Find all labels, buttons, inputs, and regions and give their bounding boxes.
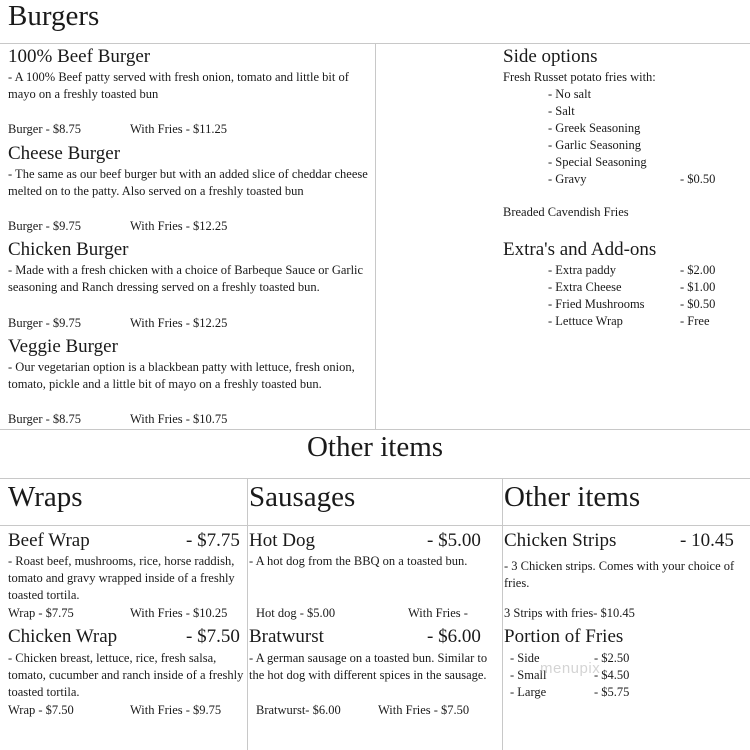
fries-size-price: - $2.50 [594,651,630,665]
extra-item-price: - $2.00 [680,263,716,277]
hot-dog-desc: - A hot dog from the BBQ on a toasted bun. [249,554,468,568]
chicken-wrap-desc: - Chicken breast, lettuce, rice, fresh salsa, tomato, cucumber and ranch inside of a freshly toasted tortila. [8,651,244,699]
divider [0,429,750,430]
sausages-title: Sausages [249,481,356,513]
watermark: menupix [540,660,601,677]
wraps-title: Wraps [8,481,83,513]
beef-wrap-price: - $7.75 [186,530,240,551]
chicken-burger-name: Chicken Burger [8,239,129,260]
chicken-wrap-price: - $7.50 [186,626,240,647]
extra-item-price: - Free [680,314,710,328]
divider [247,478,248,750]
beef-wrap-fries: With Fries - $10.25 [130,606,228,620]
beef-wrap-name: Beef Wrap [8,530,90,551]
fries-size-price: - $5.75 [594,685,630,699]
chicken-wrap-name: Chicken Wrap [8,626,118,647]
fries-size: - Small [510,668,547,682]
bratwurst-fries: With Fries - $7.50 [378,703,470,717]
side-option-price: - $0.50 [680,172,716,186]
hot-dog-base: Hot dog - $5.00 [256,606,336,620]
beef-wrap-base: Wrap - $7.75 [8,606,74,620]
extra-item: - Lettuce Wrap [548,314,623,328]
breaded-fries: Breaded Cavendish Fries [503,205,629,219]
chicken-wrap-base: Wrap - $7.50 [8,703,74,717]
chicken-burger-price: Burger - $9.75 [8,316,82,330]
cheese-burger-price: Burger - $9.75 [8,219,82,233]
side-option: - Salt [548,104,575,118]
cheese-burger-desc: - The same as our beef burger but with an added slice of cheddar cheese melted on to the patty. Also served on a freshly toasted bun [8,167,368,198]
hot-dog-name: Hot Dog [249,530,315,551]
side-option: - Gravy [548,172,587,186]
veggie-burger-fries-price: With Fries - $10.75 [130,412,228,426]
extra-item: - Extra Cheese [548,280,622,294]
extra-item-price: - $0.50 [680,297,716,311]
extras-title: Extra's and Add-ons [503,239,657,260]
fries-size-price: - $4.50 [594,668,630,682]
side-option: - Greek Seasoning [548,121,641,135]
chicken-strips-price: - 10.45 [680,530,734,551]
chicken-strips-name: Chicken Strips [504,530,617,551]
hot-dog-price: - $5.00 [427,530,481,551]
side-option: - Garlic Seasoning [548,138,642,152]
bratwurst-desc: - A german sausage on a toasted bun. Similar to the hot dog with different spices in the sausage. [249,651,488,682]
side-option: - No salt [548,87,592,101]
hot-dog-fries: With Fries - [408,606,468,620]
cheese-burger-name: Cheese Burger [8,143,121,164]
chicken-burger-fries-price: With Fries - $12.25 [130,316,228,330]
divider [502,478,503,750]
beef-burger-name: 100% Beef Burger [8,46,151,67]
bratwurst-name: Bratwurst [249,626,324,647]
divider [375,43,376,429]
beef-burger-fries-price: With Fries - $11.25 [130,122,227,136]
extra-item-price: - $1.00 [680,280,716,294]
chicken-wrap-fries: With Fries - $9.75 [130,703,222,717]
beef-burger-price: Burger - $8.75 [8,122,82,136]
extra-item: - Extra paddy [548,263,617,277]
chicken-strips-desc: - 3 Chicken strips. Comes with your choice of fries. [504,559,735,590]
side-option: - Special Seasoning [548,155,647,169]
beef-burger-desc: - A 100% Beef patty served with fresh onion, tomato and little bit of mayo on a freshly toasted bun [8,70,349,101]
veggie-burger-price: Burger - $8.75 [8,412,82,426]
chicken-burger-desc: - Made with a fresh chicken with a choice of Barbeque Sauce or Garlic seasoning and Ranch dressing served on a freshly toasted bun. [8,263,364,294]
portion-fries-name: Portion of Fries [504,626,624,647]
beef-wrap-desc: - Roast beef, mushrooms, rice, horse raddish, tomato and gravy wrapped inside of a freshly toasted tortila. [8,554,235,602]
divider [0,525,750,526]
fries-size: - Large [510,685,547,699]
burgers-title: Burgers [8,0,100,32]
bratwurst-base: Bratwurst- $6.00 [256,703,341,717]
fries-size: - Side [510,651,540,665]
side-options-intro: Fresh Russet potato fries with: [503,70,656,84]
extra-item: - Fried Mushrooms [548,297,645,311]
veggie-burger-name: Veggie Burger [8,336,118,357]
veggie-burger-desc: - Our vegetarian option is a blackbean patty with lettuce, fresh onion, tomato, pickle and a little bit of mayo on a freshly toasted bun. [8,360,355,391]
cheese-burger-fries-price: With Fries - $12.25 [130,219,228,233]
divider [0,478,750,479]
bratwurst-price: - $6.00 [427,626,481,647]
chicken-strips-line: 3 Strips with fries- $10.45 [504,606,635,620]
other-title: Other items [504,481,641,513]
other-items-heading: Other items [306,431,444,463]
side-options-title: Side options [503,46,598,67]
